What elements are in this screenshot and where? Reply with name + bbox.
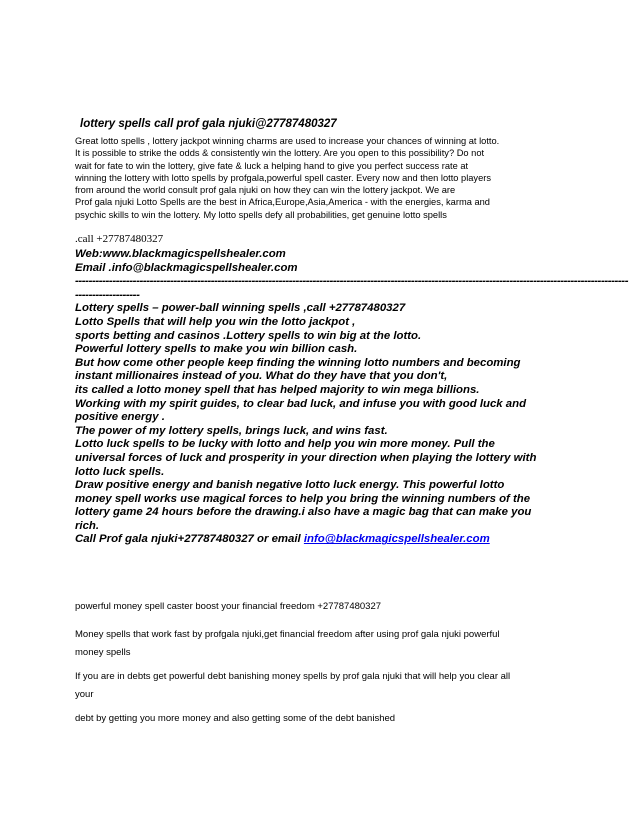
bold-line: Working with my spirit guides, to clear bad luck, and infuse you with good luck and [75,397,527,410]
intro-line: from around the world consult prof gala njuki on how they can win the lottery jackpot. We are [75,185,456,196]
bold-line: money spell works use magical forces to help you bring the winning numbers of the [75,492,531,505]
intro-line: Great lotto spells , lottery jackpot winning charms are used to increase your chances of winning at lotto. [75,136,500,146]
web-line: Web:www.blackmagicspellshealer.com [75,248,286,260]
bold-line: Draw positive energy and banish negative lotto luck energy. This powerful lotto [75,479,505,492]
paragraph-money-spells [75,626,570,662]
paragraph-line: If you are in debts get powerful debt banishing money spells by prof gala njuki that will help you clear all [75,671,511,682]
bold-section [75,248,629,547]
bold-line: positive energy . [75,411,165,424]
email-line: Email .info@blackmagicspellshealer.com [75,261,298,274]
bold-line: lottery game 24 hours before the drawing.i also have a magic bag that can make you [75,506,532,519]
bold-line: lotto luck spells. [75,465,165,478]
bold-line: Lottery spells – power-ball winning spells ,call +27787480327 [75,302,406,315]
call-line: .call +27787480327 [75,233,164,245]
paragraph-line: money spells [75,647,131,658]
bold-line: instant millionaires instead of you. What do they have that you don't, [75,370,448,383]
email-link[interactable]: info@blackmagicspellshealer.com [303,533,490,546]
bold-line: Lotto Spells that will help you win the lotto jackpot , [75,315,356,328]
separator-dashes-continued: ------------------- [75,288,140,301]
bold-line: universal forces of luck and prosperity in your direction when playing the lottery with [75,451,537,464]
intro-line: It is possible to strike the odds & consistently win the lottery. Are you open to this possibility? Do not [75,148,485,159]
bold-line: But how come other people keep finding the winning lotto numbers and becoming [75,356,521,369]
bold-line: Powerful lottery spells to make you win billion cash. [75,343,358,356]
intro-line: psychic skills to win the lottery. My lotto spells defy all probabilities, get genuine lotto spells [75,209,447,220]
intro-line: winning the lottery with lotto spells by profgala,powerful spell caster. Every now and then lotto players [75,172,491,183]
paragraph-line: Money spells that work fast by profgala njuki,get financial freedom after using prof gala njuki powerful [75,629,500,640]
call-final-text: Call Prof gala njuki+27787480327 or email [75,533,304,546]
paragraph-line: your [75,689,94,700]
intro-paragraph [75,135,570,221]
separator-dashes: ------------------------------------------------------------------------------------------------------------------------------------------------------------------- [75,275,629,288]
intro-line: wait for fate to win the lottery, give fate & luck a helping hand to give you perfect success rate at [75,160,469,171]
bold-line: rich. [75,519,100,532]
paragraph-debt-banished: debt by getting you more money and also getting some of the debt banished [75,713,396,724]
intro-line: Prof gala njuki Lotto Spells are the best in Africa,Europe,Asia,America - with the energies, karma and [75,197,490,208]
paragraph-debt [75,668,570,704]
call-final-line [75,533,570,547]
paragraph-financial-freedom: powerful money spell caster boost your financial freedom +27787480327 [75,601,382,612]
bold-line: The power of my lottery spells, brings luck, and wins fast. [75,424,388,437]
bold-line: Lotto luck spells to be lucky with lotto and help you win more money. Pull the [75,438,495,451]
bold-line: its called a lotto money spell that has helped majority to win mega billions. [75,383,480,396]
document-title: lottery spells call prof gala njuki@27787480327 [80,118,337,130]
bold-line: sports betting and casinos .Lottery spells to win big at the lotto. [75,329,422,342]
